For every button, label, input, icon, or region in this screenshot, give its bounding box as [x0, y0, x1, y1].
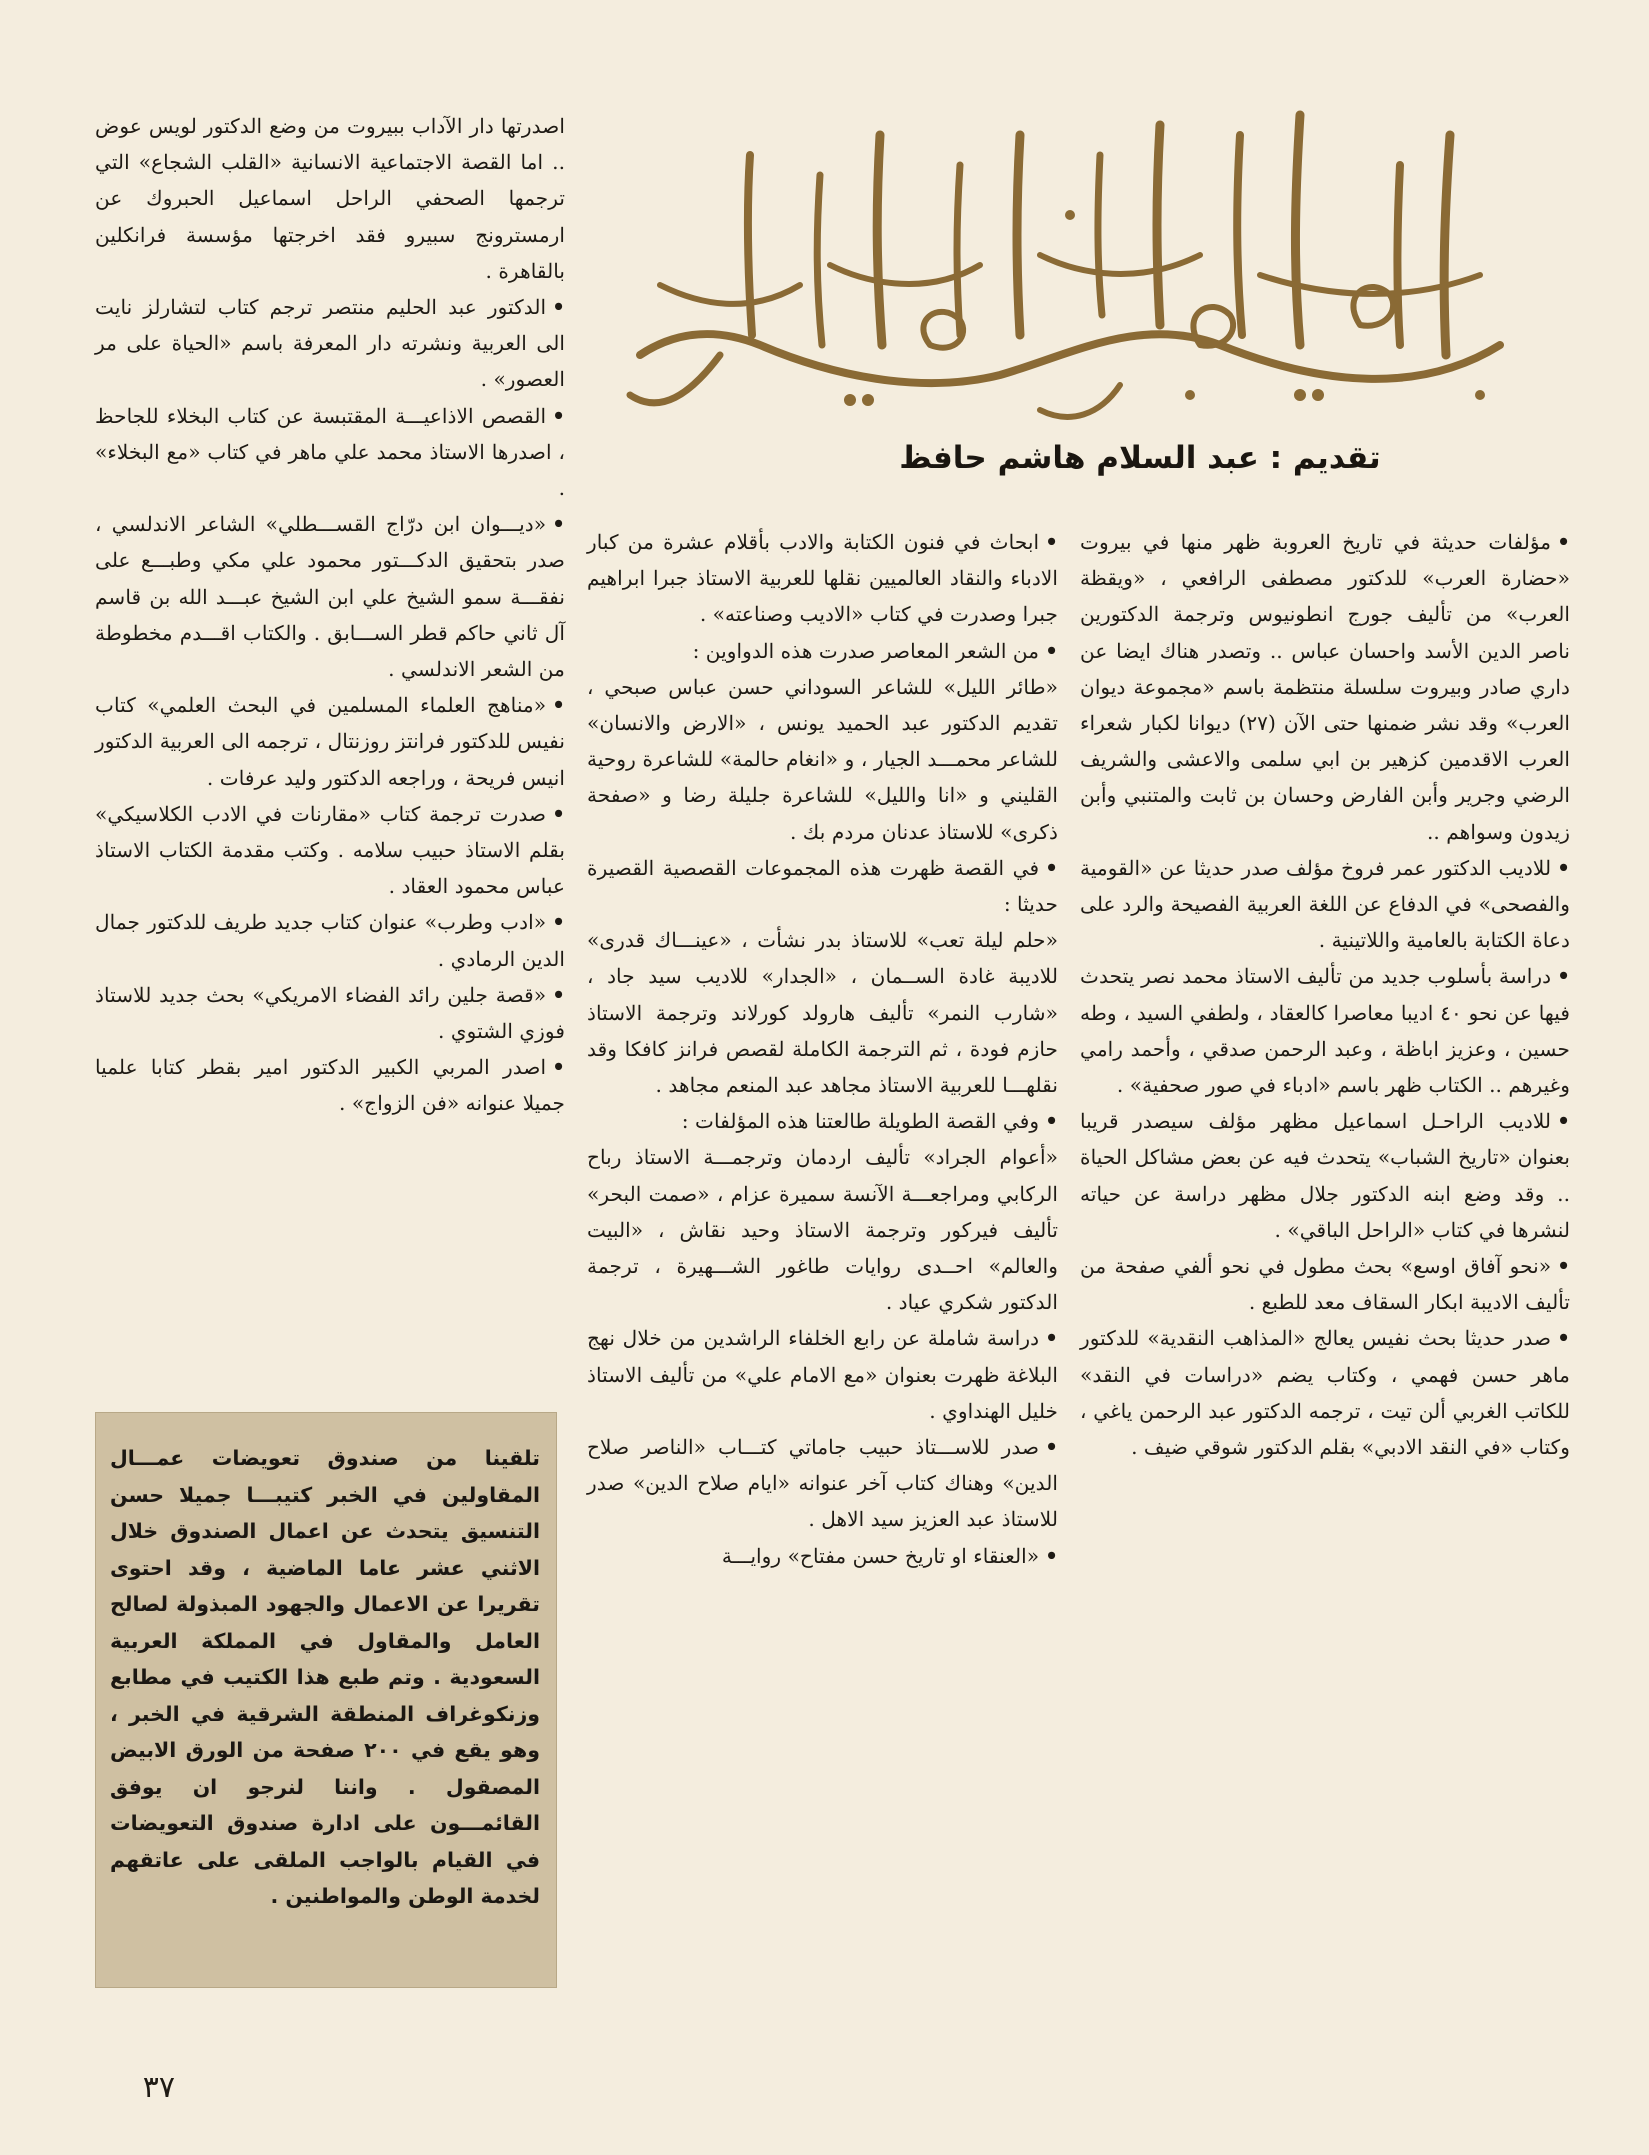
- paragraph: «أعوام الجراد» تأليف اردمان وترجمـــة الاستاذ رباح الركابي ومراجعـــة الآنسة سميرة عزام ، «صمت البحر» تأليف فيركور وترجمة الاستاذ وحيد نقاش ، «البيت والعالم» احــدى روايات طاغور الشـــهيرة ، ترجمة الدكتور شكري عياد .: [587, 1145, 1058, 1315]
- paragraph: «حلم ليلة تعب» للاستاذ بدر نشأت ، «عينـــاك قدرى» للاديبة غادة الســمان ، «الجدار» للاديب سيد جاد ، «شارب النمر» تأليف هارولد كورلاند وترجمة الاستاذ حازم فودة ، ثم الترجمة الكاملة لقصص فرانز كافكا وقد نقلهـــا للعربية الاستاذ مجاهد عبد المنعم مجاهد .: [587, 928, 1058, 1098]
- paragraph: •«نحو آفاق اوسع» بحث مطول في نحو ألفي صفحة من تأليف الاديبة ابكار السقاف معد للطبع .: [1080, 1248, 1570, 1320]
- paragraph: •ابحاث في فنون الكتابة والادب بأقلام عشرة من كبار الادباء والنقاد العالميين نقلها للعربية الاستاذ جبرا ابراهيم جبرا وصدرت في كتاب «الاديب وصناعته» .: [587, 524, 1058, 633]
- paragraph: اصدرتها دار الآداب ببيروت من وضع الدكتور لويس عوض .. اما القصة الاجتماعية الانسانية «القلب الشجاع» التي ترجمها الصحفي الراحل اسماعيل الحبروك عن ارمسترونج سبيرو فقد اخرجتها مؤسسة فرانكلين بالقاهرة .: [95, 114, 565, 283]
- bullet-icon: •: [1045, 530, 1058, 554]
- bullet-icon: •: [1045, 1109, 1058, 1134]
- bullet-icon: •: [1045, 1326, 1058, 1351]
- bullet-icon: •: [1557, 1326, 1570, 1351]
- paragraph: •للاديب الدكتور عمر فروخ مؤلف صدر حديثا عن «القومية والفصحى» في الدفاع عن اللغة العربية الفصيحة والرد على دعاة الكتابة بالعامية واللاتينية .: [1080, 850, 1570, 959]
- paragraph: •«ديـــوان ابن درّاج القســـطلي» الشاعر الاندلسي ، صدر بتحقيق الدكـــتور محمود علي مكي وطبـــع على نفقـــة سمو الشيخ علي ابن الشيخ عبـــد الله بن قاسم آل ثاني حاكم قطر الســـابق . والكتاب اقـــدم مخطوطة من الشعر الاندلسي .: [95, 506, 565, 687]
- article-column-middle: [587, 524, 1058, 1574]
- paragraph: «طائر الليل» للشاعر السوداني حسن عباس صبحي ، تقديم الدكتور عبد الحميد يونس ، «الارض والانسان» للشاعر محمـــد الجيار ، و «انغام حالمة» للشاعرة روحية القليني و «انا والليل» للشاعرة جليلة رضا و «صفحة ذكرى» للاستاذ عدنان مردم بك .: [587, 674, 1058, 844]
- paragraph: •«قصة جلين رائد الفضاء الامريكي» بحث جديد للاستاذ فوزي الشتوي .: [95, 977, 565, 1049]
- bullet-icon: •: [1557, 1109, 1570, 1134]
- bullet-icon: •: [552, 512, 565, 537]
- paragraph: •الدكتور عبد الحليم منتصر ترجم كتاب لتشارلز نايت الى العربية ونشرته دار المعرفة باسم «الحياة على مر العصور» .: [95, 289, 565, 398]
- calligraphy-title-graphic: [600, 95, 1560, 445]
- paragraph: •دراسة بأسلوب جديد من تأليف الاستاذ محمد نصر يتحدث فيها عن نحو ٤٠ اديبا معاصرا كالعقاد ، ولطفي السيد ، وطه حسين ، وعزيز اباظة ، وعبد الرحمن صدقي ، وأحمد رامي وغيرهم .. الكتاب ظهر باسم «ادباء في صور صحفية» .: [1080, 958, 1570, 1103]
- bullet-icon: •: [1045, 855, 1058, 880]
- paragraph: •صدر حديثا بحث نفيس يعالج «المذاهب النقدية» للدكتور ماهر حسن فهمي ، وكتاب يضم «دراسات في النقد» للكاتب الغربي ألن تيت ، ترجمه الدكتور عبد الرحمن ياغي ، وكتاب «في النقد الادبي» بقلم الدكتور شوقي ضيف .: [1080, 1320, 1570, 1465]
- paragraph: •مؤلفات حديثة في تاريخ العروبة ظهر منها في بيروت «حضارة العرب» للدكتور مصطفى الرافعي ، «ويقظة العرب» من تأليف جورج انطونيوس وترجمة الدكتورين ناصر الدين الأسد واحسان عباس .. وتصدر هناك ايضا عن داري صادر وبيروت سلسلة منتظمة باسم «مجموعة ديوان العرب» وقد نشر ضمنها حتى الآن (٢٧) ديوانا لكبار شعراء العرب الاقدمين كزهير بن ابي سلمى والاعشى والشريف الرضي وجرير وأبن الفارض وحسان بن ثابت والمتنبي وأبن زيدون وسواهم ..: [1080, 524, 1570, 850]
- bullet-icon: •: [1557, 530, 1570, 554]
- paragraph: •«العنقاء او تاريخ حسن مفتاح» روايـــة: [587, 1538, 1058, 1574]
- paragraph: •وفي القصة الطويلة طالعتنا هذه المؤلفات :: [587, 1103, 1058, 1139]
- paragraph: •«مناهج العلماء المسلمين في البحث العلمي» كتاب نفيس للدكتور فرانتز روزنتال ، ترجمه الى العربية الدكتور انيس فريحة ، وراجعه الدكتور وليد عرفات .: [95, 687, 565, 796]
- paragraph: •من الشعر المعاصر صدرت هذه الدواوين :: [587, 633, 1058, 669]
- paragraph: •اصدر المربي الكبير الدكتور امير بقطر كتابا علميا جميلا عنوانه «فن الزواج» .: [95, 1049, 565, 1121]
- presenter-credit: تقديم : عبد السلام هاشم حافظ: [899, 440, 1381, 476]
- notice-text: تلقينا من صندوق تعويضات عمـــال المقاولين في الخبر كتيبـــا جميلا حسن التنسيق يتحدث عن اعمال الصندوق خلال الاثني عشر عاما الماضية ، وقد احتوى تقريرا عن الاعمال والجهود المبذولة لصالح العامل والمقاول في المملكة العربية السعودية . وتم طبع هذا الكتيب في مطابع وزنكوغراف المنطقة الشرقية في الخبر ، وهو يقع في ٢٠٠ صفحة من الورق الابيض المصقول . واننا لنرجو ان يوفق القائمـــون على ادارة صندوق التعويضات في القيام بالواجب الملقى على عاتقهم لخدمة الوطن والمواطنين .: [110, 1446, 540, 1908]
- paragraph: •«ادب وطرب» عنوان كتاب جديد طريف للدكتور جمال الدين الرمادي .: [95, 904, 565, 976]
- paragraph: •صدر للاســـتاذ حبيب جاماتي كتـــاب «الناصر صلاح الدين» وهناك كتاب آخر عنوانه «ايام صلاح الدين» صدر للاستاذ عبد العزيز سيد الاهل .: [587, 1429, 1058, 1538]
- bullet-icon: •: [1557, 1254, 1570, 1279]
- bullet-icon: •: [1557, 855, 1570, 880]
- bullet-icon: •: [552, 801, 565, 826]
- calligraphic-masthead: [600, 95, 1560, 445]
- page-number: ٣٧: [142, 2070, 175, 2105]
- bullet-icon: •: [552, 295, 565, 320]
- bullet-icon: •: [552, 982, 565, 1007]
- bullet-icon: •: [1045, 1543, 1058, 1568]
- bullet-icon: •: [552, 403, 565, 428]
- bullet-icon: •: [1557, 964, 1570, 989]
- bullet-icon: •: [552, 910, 565, 935]
- paragraph: •القصص الاذاعيـــة المقتبسة عن كتاب البخلاء للجاحظ ، اصدرها الاستاذ محمد علي ماهر في كتاب «مع البخلاء» .: [95, 398, 565, 507]
- paragraph: •صدرت ترجمة كتاب «مقارنات في الادب الكلاسيكي» بقلم الاستاذ حبيب سلامه . وكتب مقدمة الكتاب الاستاذ عباس محمود العقاد .: [95, 796, 565, 905]
- paragraph: •للاديب الراحـل اسماعيل مظهر مؤلف سيصدر قريبا بعنوان «تاريخ الشباب» يتحدث فيه عن بعض مشاكل الحياة .. وقد وضع ابنه الدكتور جلال مظهر دراسة عن حياته لنشرها في كتاب «الراحل الباقي» .: [1080, 1103, 1570, 1248]
- article-column-right: [1080, 524, 1570, 1465]
- bullet-icon: •: [1045, 1435, 1058, 1460]
- paragraph: •في القصة ظهرت هذه المجموعات القصصية القصيرة حديثا :: [587, 850, 1058, 922]
- article-column-left: [95, 108, 565, 1122]
- bullet-icon: •: [1045, 638, 1058, 663]
- bullet-icon: •: [552, 1055, 565, 1080]
- bullet-icon: •: [552, 693, 565, 718]
- paragraph: •دراسة شاملة عن رابع الخلفاء الراشدين من خلال نهج البلاغة ظهرت بعنوان «مع الامام علي» من تأليف الاستاذ خليل الهنداوي .: [587, 1320, 1058, 1429]
